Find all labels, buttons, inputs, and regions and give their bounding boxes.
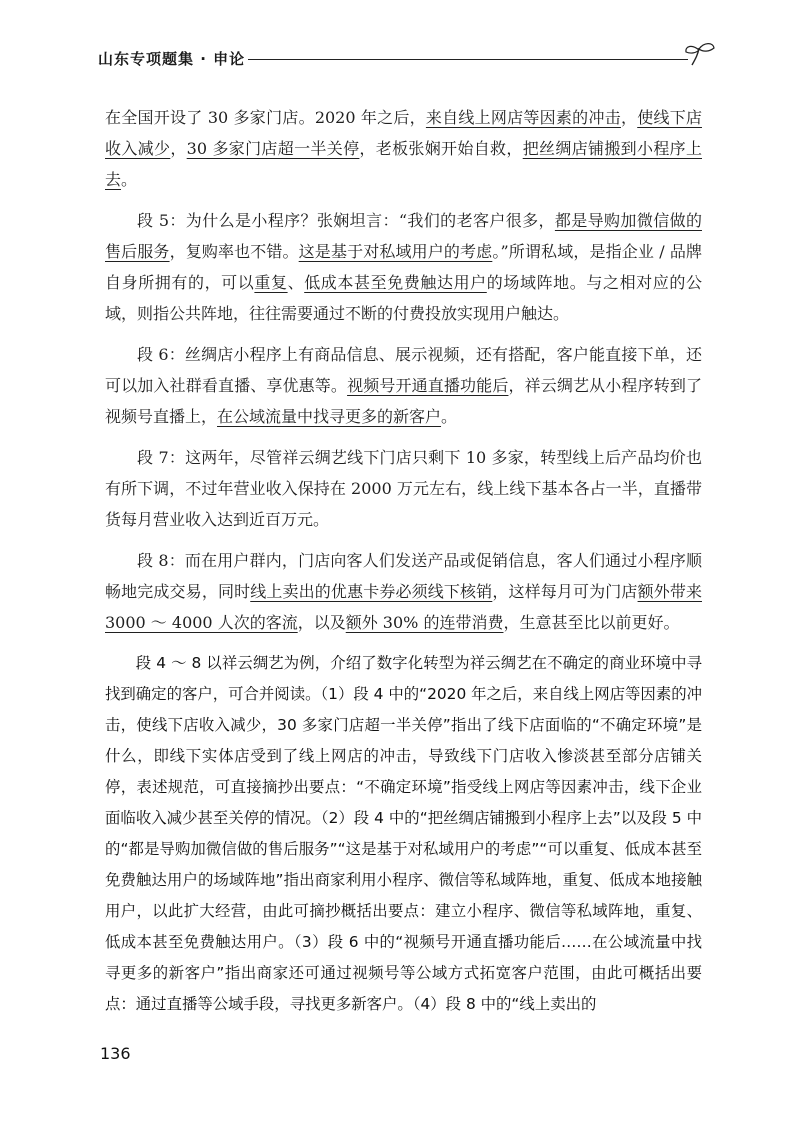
- underlined-phrase: 重复: [254, 273, 288, 292]
- passage-paragraph: [105, 339, 702, 432]
- text-run: 在全国开设了 30 多家门店。2020 年之后，: [105, 108, 426, 127]
- underlined-phrase: 使线下店收入减少: [105, 108, 702, 158]
- text-run: ，以及: [297, 613, 346, 632]
- underlined-phrase: 30 多家门店超一半关停: [186, 139, 360, 158]
- underlined-phrase: 这是基于对私域用户的考虑: [298, 242, 493, 261]
- underlined-phrase: 额外带来 3000 ～ 4000 人次的客流: [105, 582, 702, 632]
- text-run: 段 6：丝绸店小程序上有商品信息、展示视频，还有搭配，客户能直接下单，还可以加入社群看直播、享优惠等。: [105, 345, 702, 395]
- passage-paragraph: [105, 545, 702, 638]
- analysis-paragraph: [105, 648, 702, 1020]
- underlined-phrase: 来自线上网店等因素的冲击: [425, 108, 621, 127]
- text-run: ，生意甚至比以前更好。: [503, 613, 680, 632]
- text-run: 的场域阵地。与之相对应的公域，则指公共阵地，往往需要通过不断的付费投放实现用户触达。: [105, 273, 702, 323]
- leaf-icon: [682, 40, 722, 70]
- text-run: 段 4 ～ 8 以祥云绸艺为例，介绍了数字化转型为祥云绸艺在不确定的商业环境中寻找到确定的客户，可合并阅读。（1）段 4 中的“2020 年之后，来自线上网店等因素的冲击，使线下店收入减少，30 多家门店超一半关停”指出了线下店面临的“不确定环境”是什么，即线下实体店受到了线上网店的冲击，导致线下门店收入惨淡甚至部分店铺关停，表述规范，可直接摘抄出要点：“不确定环境”指受线上网店等因素冲击，线下企业面临收入减少甚至关停的情况。（2）段 4 中的“把丝绸店铺搬到小程序上去”以及段 5 中的“都是导购加微信做的售后服务”“这是基于对私域用户的考虑”“可以重复、低成本甚至免费触达用户的场域阵地”指出商家利用小程序、微信等私域阵地，重复、低成本地接触用户，以此扩大经营，由此可摘抄概括出要点：建立小程序、微信等私域阵地，重复、低成本甚至免费触达用户。（3）段 6 中的“视频号开通直播功能后……在公域流量中找寻更多的新客户”指出商家还可通过视频号等公域方式拓宽客户范围，由此可概括出要点：通过直播等公域手段，寻找更多新客户。（4）段 8 中的“线上卖出的: [105, 654, 702, 1013]
- text-run: 段 7：这两年，尽管祥云绸艺线下门店只剩下 10 多家，转型线上后产品均价也有所下调，不过年营业收入保持在 2000 万元左右，线上线下基本各占一半，直播带货每月营业收入达到近百万元。: [105, 448, 702, 529]
- underlined-phrase: 视频号开通直播功能后: [347, 376, 509, 395]
- header-title: 山东专项题集 · 申论: [98, 50, 246, 68]
- text-run: ，这样每月可为门店: [492, 582, 638, 601]
- passage-paragraph: [105, 442, 702, 535]
- text-run: ，祥云绸艺从小程序转到了视频号直播上，: [105, 376, 702, 426]
- page-number: 136: [100, 1044, 131, 1063]
- underlined-phrase: 线上卖出的优惠卡券必须线下核销: [250, 582, 493, 601]
- text-run: 。: [441, 407, 458, 426]
- running-header: [98, 44, 718, 74]
- underlined-phrase: 额外 30% 的连带消费: [345, 613, 504, 632]
- underlined-phrase: 低成本甚至免费触达用户: [304, 273, 487, 292]
- text-run: 段 5：为什么是小程序？张娴坦言：“我们的老客户很多，: [137, 211, 555, 230]
- underlined-phrase: 把丝绸店铺搬到小程序上去: [105, 139, 702, 189]
- underlined-phrase: 在公域流量中找寻更多的新客户: [217, 407, 442, 426]
- text-run: 。”所谓私域，是指企业 / 品牌自身所拥有的，可以: [105, 242, 702, 292]
- text-run: ，: [170, 139, 187, 158]
- text-run: ，复购率也不错。: [169, 242, 299, 261]
- text-run: 段 8：而在用户群内，门店向客人们发送产品或促销信息，客人们通过小程序顺畅地完成交易，同时: [105, 551, 702, 601]
- underlined-phrase: 都是导购加微信做的售后服务: [105, 211, 702, 261]
- header-rule: [248, 59, 688, 60]
- text-run: 。: [121, 170, 138, 189]
- passage-paragraph: [105, 102, 702, 195]
- passage-paragraph: [105, 205, 702, 329]
- text-run: ，老板张娴开始自救，: [359, 139, 523, 158]
- text-run: ，: [620, 108, 638, 127]
- page-body: [105, 102, 702, 1020]
- text-run: 、: [287, 273, 305, 292]
